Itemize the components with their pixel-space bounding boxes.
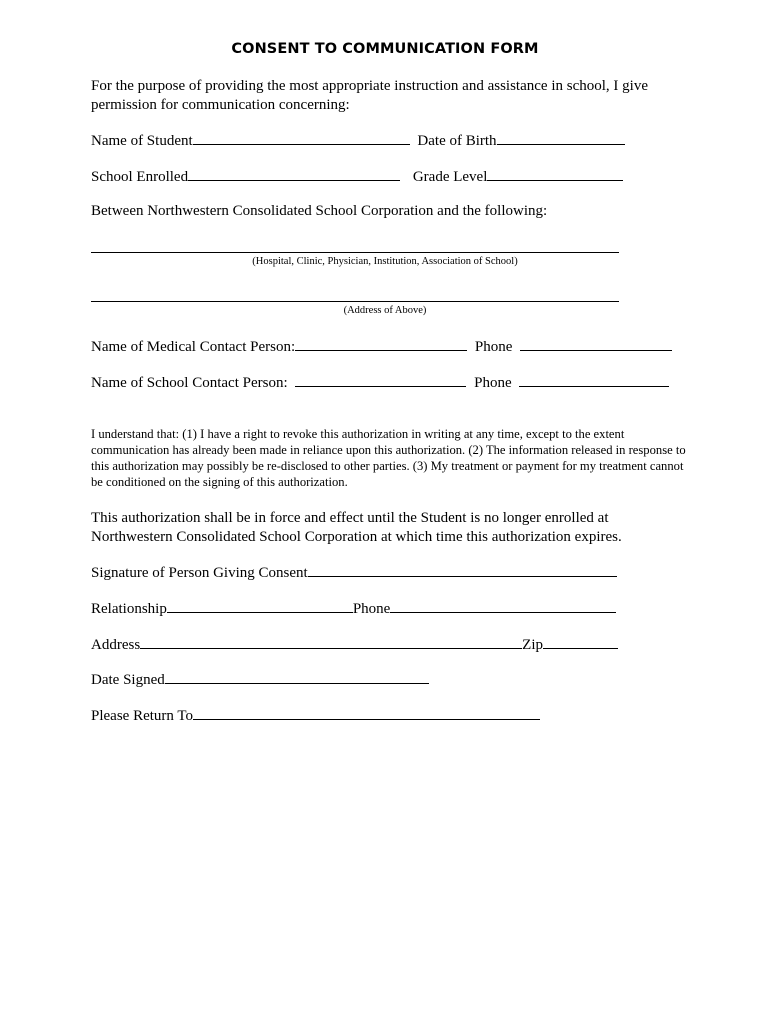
relationship-row — [91, 598, 616, 617]
school-contact-field[interactable] — [295, 372, 466, 387]
address-field[interactable] — [140, 634, 522, 649]
understand-paragraph: I understand that: (1) I have a right to revoke this authorization in writing at any time, except to the extent communication has already been made in reliance upon this authorization. (2) The information released in response to this authorization may possibly be re-disclosed to other parties. (3) My treatment or payment for my treatment cannot be conditioned on the signing of this authorization. — [91, 427, 686, 489]
zip-label: Zip — [522, 637, 544, 653]
date-signed-label: Date Signed — [91, 672, 165, 688]
relationship-phone-field[interactable] — [390, 598, 616, 613]
school-contact-label: Name of School Contact Person: — [91, 375, 288, 391]
school-grade-row — [91, 166, 623, 185]
medical-contact-label: Name of Medical Contact Person: — [91, 339, 296, 355]
please-return-label: Please Return To — [91, 708, 193, 724]
school-phone-field[interactable] — [519, 372, 669, 387]
signature-label: Signature of Person Giving Consent — [91, 565, 308, 581]
name-of-student-field[interactable] — [193, 130, 410, 145]
intro-paragraph: For the purpose of providing the most appropriate instruction and assistance in school, I give permission for communication concerning: — [91, 78, 648, 113]
medical-contact-row — [91, 336, 672, 355]
institution-field[interactable] — [91, 252, 619, 253]
signature-field[interactable] — [308, 562, 617, 577]
between-text: Between Northwestern Consolidated School Corporation and the following: — [91, 203, 548, 219]
relationship-field[interactable] — [167, 598, 353, 613]
address-caption: (Address of Above) — [343, 305, 427, 316]
address-label: Address — [91, 637, 141, 653]
return-to-row — [91, 705, 540, 724]
date-of-birth-field[interactable] — [497, 130, 625, 145]
grade-level-field[interactable] — [487, 166, 623, 181]
form-title: CONSENT TO COMMUNICATION FORM — [231, 41, 539, 57]
medical-contact-field[interactable] — [295, 336, 467, 351]
school-enrolled-label: School Enrolled — [91, 169, 189, 185]
address-row — [91, 634, 618, 653]
name-of-student-label: Name of Student — [91, 133, 193, 149]
please-return-field[interactable] — [193, 705, 540, 720]
relationship-phone-label: Phone — [352, 601, 391, 617]
school-phone-label: Phone — [474, 375, 512, 391]
zip-field[interactable] — [543, 634, 618, 649]
authorization-paragraph: This authorization shall be in force and effect until the Student is no longer enrolled at Northwestern Consolidated School Corporation at which time this authorization expires. — [91, 510, 622, 545]
date-of-birth-label: Date of Birth — [417, 133, 497, 149]
date-signed-field[interactable] — [165, 669, 429, 684]
grade-level-label: Grade Level — [412, 169, 488, 185]
institution-address-field[interactable] — [91, 301, 619, 302]
school-enrolled-field[interactable] — [188, 166, 400, 181]
medical-phone-label: Phone — [474, 339, 513, 355]
signature-row — [91, 562, 617, 581]
relationship-label: Relationship — [91, 601, 167, 617]
medical-phone-field[interactable] — [520, 336, 672, 351]
institution-caption: (Hospital, Clinic, Physician, Institution, Association of School) — [252, 256, 518, 267]
date-signed-row — [91, 669, 429, 688]
student-name-row — [91, 130, 625, 149]
school-contact-row — [91, 372, 669, 391]
